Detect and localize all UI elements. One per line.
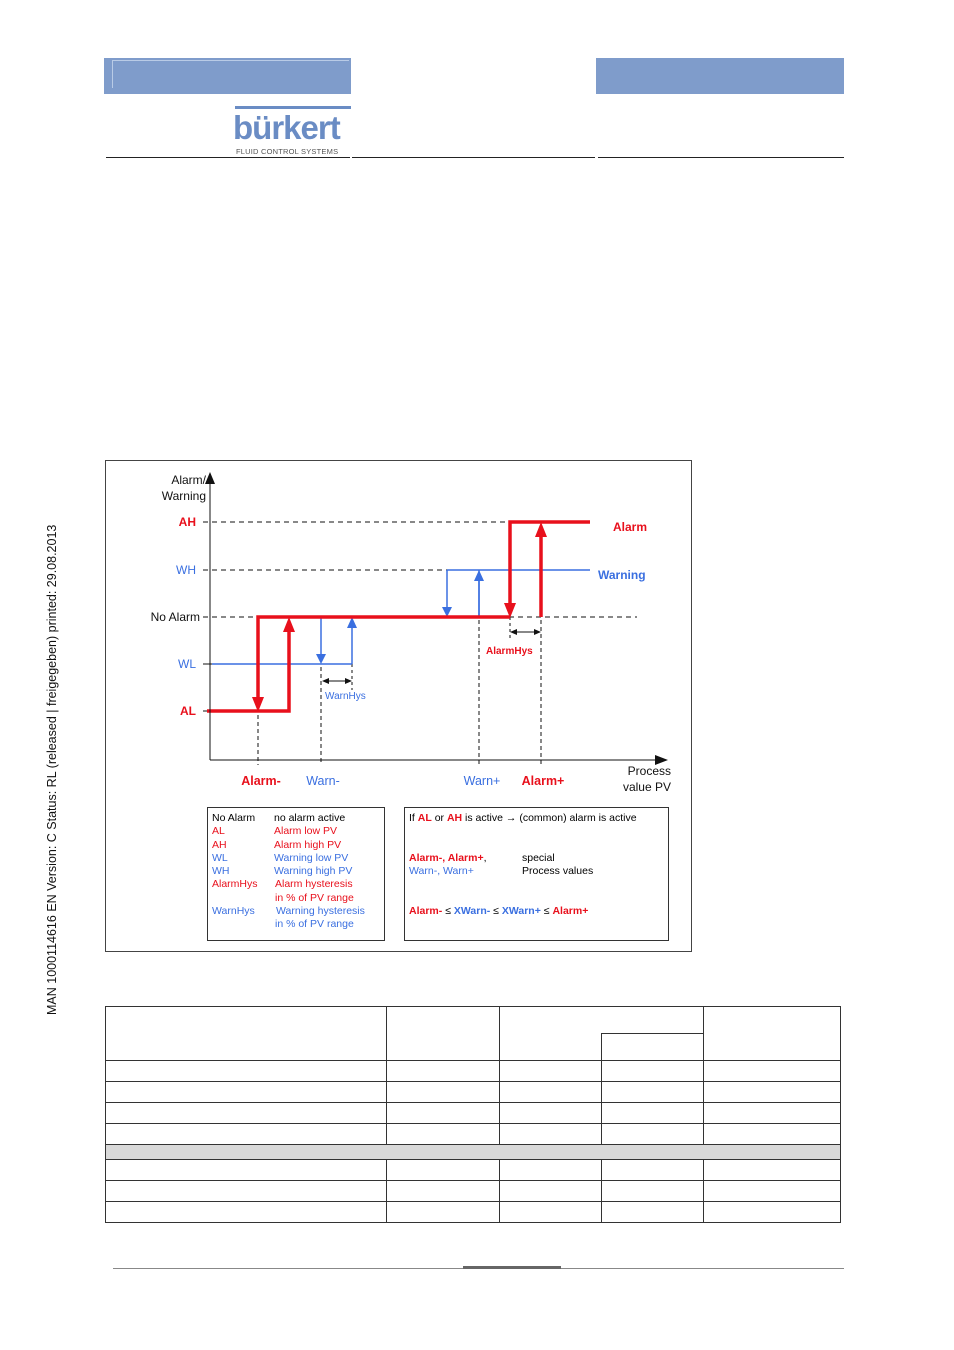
legend-term: AH [212, 838, 227, 851]
legend-desc2: in % of PV range [275, 891, 354, 904]
table-header-cell [386, 1007, 500, 1061]
note-le: ≤ [543, 905, 550, 917]
table-header-row [106, 1007, 841, 1034]
note-ineq-alarm-minus: Alarm- [409, 905, 443, 917]
note-result: (common) alarm is active [519, 812, 637, 824]
note-ineq-alarm-plus: Alarm+ [552, 905, 589, 917]
table-row [106, 1082, 841, 1103]
legend-desc: Warning low PV [274, 851, 349, 864]
curve-label-alarm: Alarm [613, 520, 648, 534]
legend-row-warnhys [212, 905, 384, 918]
x-axis-label-line1: Process [627, 764, 671, 778]
document-status-note: MAN 1000114616 EN Version: C Status: RL (released | freigegeben) printed: 29.08.2013 [45, 524, 59, 1015]
note-le: ≤ [445, 905, 451, 917]
legend-desc: Warning hysteresis [276, 905, 365, 918]
legend-definitions [207, 807, 385, 941]
table-header-cell [106, 1007, 387, 1061]
note-ah: AH [446, 812, 463, 824]
table-row [106, 1181, 841, 1202]
legend-desc: no alarm active [274, 812, 346, 824]
alarm-curve [207, 522, 590, 711]
legend-term: WH [212, 865, 230, 878]
note-alarm-pair: Alarm-, Alarm+ [409, 852, 484, 864]
note-inequality [409, 905, 588, 918]
legend-row-wl [212, 852, 384, 865]
x-tick-warn-minus: Warn- [306, 774, 340, 788]
brand-tagline: FLUID CONTROL SYSTEMS [236, 147, 339, 156]
note-al: AL [417, 812, 432, 824]
legend-row-warnhys-cont [212, 918, 384, 931]
legend-notes [404, 807, 669, 941]
legend-term: WL [212, 851, 228, 864]
note-comma: , [483, 852, 487, 864]
legend-row-alarmhys [212, 878, 384, 891]
note-ineq-xwarn-minus: XWarn- [453, 905, 491, 917]
hys-label-alarm: AlarmHys [486, 646, 533, 657]
table-row [106, 1124, 841, 1145]
level-label-wl: WL [178, 657, 196, 671]
table-header-cell [500, 1034, 602, 1061]
table-row [106, 1160, 841, 1181]
x-tick-warn-plus: Warn+ [463, 774, 501, 788]
legend-row-ah [212, 839, 384, 852]
y-axis-label-line1: Alarm/ [171, 473, 206, 487]
note-line-special [409, 852, 487, 865]
note-process-values: Process values [522, 865, 594, 877]
legend-row-no-alarm [212, 812, 384, 825]
note-special: special [522, 852, 555, 864]
note-if: If [409, 812, 415, 824]
legend-desc: Alarm hysteresis [275, 878, 353, 891]
note-warn-pair: Warn-, Warn+ [409, 865, 474, 877]
legend-desc: Alarm high PV [274, 838, 342, 851]
y-axis-arrow [205, 472, 215, 484]
level-label-wh: WH [176, 563, 196, 577]
x-axis-label-line2: value PV [622, 780, 671, 794]
alarmhys-arrow [510, 629, 541, 635]
note-ineq-xwarn-plus: XWarn+ [501, 905, 541, 917]
brand-name: bürkert [233, 109, 340, 146]
note-le: ≤ [493, 905, 499, 917]
legend-row-al [212, 825, 384, 838]
parameter-table [105, 1006, 841, 1223]
table-row [106, 1061, 841, 1082]
table-header-cell [602, 1034, 704, 1061]
table-header-cell [704, 1007, 841, 1061]
curve-label-warning: Warning [598, 568, 646, 582]
legend-desc: Alarm low PV [274, 825, 338, 838]
note-is-active: is active [465, 812, 503, 824]
level-label-al: AL [180, 704, 196, 718]
legend-term: AlarmHys [212, 878, 258, 891]
table-row [106, 1103, 841, 1124]
x-tick-alarm-plus: Alarm+ [521, 774, 565, 788]
legend-term: No Alarm [212, 812, 256, 824]
x-tick-alarm-minus: Alarm- [241, 774, 281, 788]
level-label-ah: AH [178, 515, 196, 529]
legend-term: WarnHys [212, 905, 255, 918]
table-section-row [106, 1145, 841, 1160]
legend-row-alarmhys-cont [212, 892, 384, 905]
level-label-no-alarm: No Alarm [150, 610, 200, 624]
note-or: or [434, 812, 445, 824]
legend-row-wh [212, 865, 384, 878]
table-header-cell [500, 1007, 704, 1034]
warnhys-arrow [322, 678, 352, 684]
note-line-common-alarm [409, 812, 637, 825]
legend-desc: Warning high PV [274, 865, 353, 878]
right-arrow-icon: → [505, 812, 517, 824]
legend-desc2: in % of PV range [275, 918, 354, 931]
table-row [106, 1202, 841, 1223]
y-axis-label-line2: Warning [161, 489, 206, 503]
hys-label-warn: WarnHys [325, 691, 366, 702]
legend-term: AL [212, 825, 225, 838]
footer-marker [463, 1266, 561, 1269]
